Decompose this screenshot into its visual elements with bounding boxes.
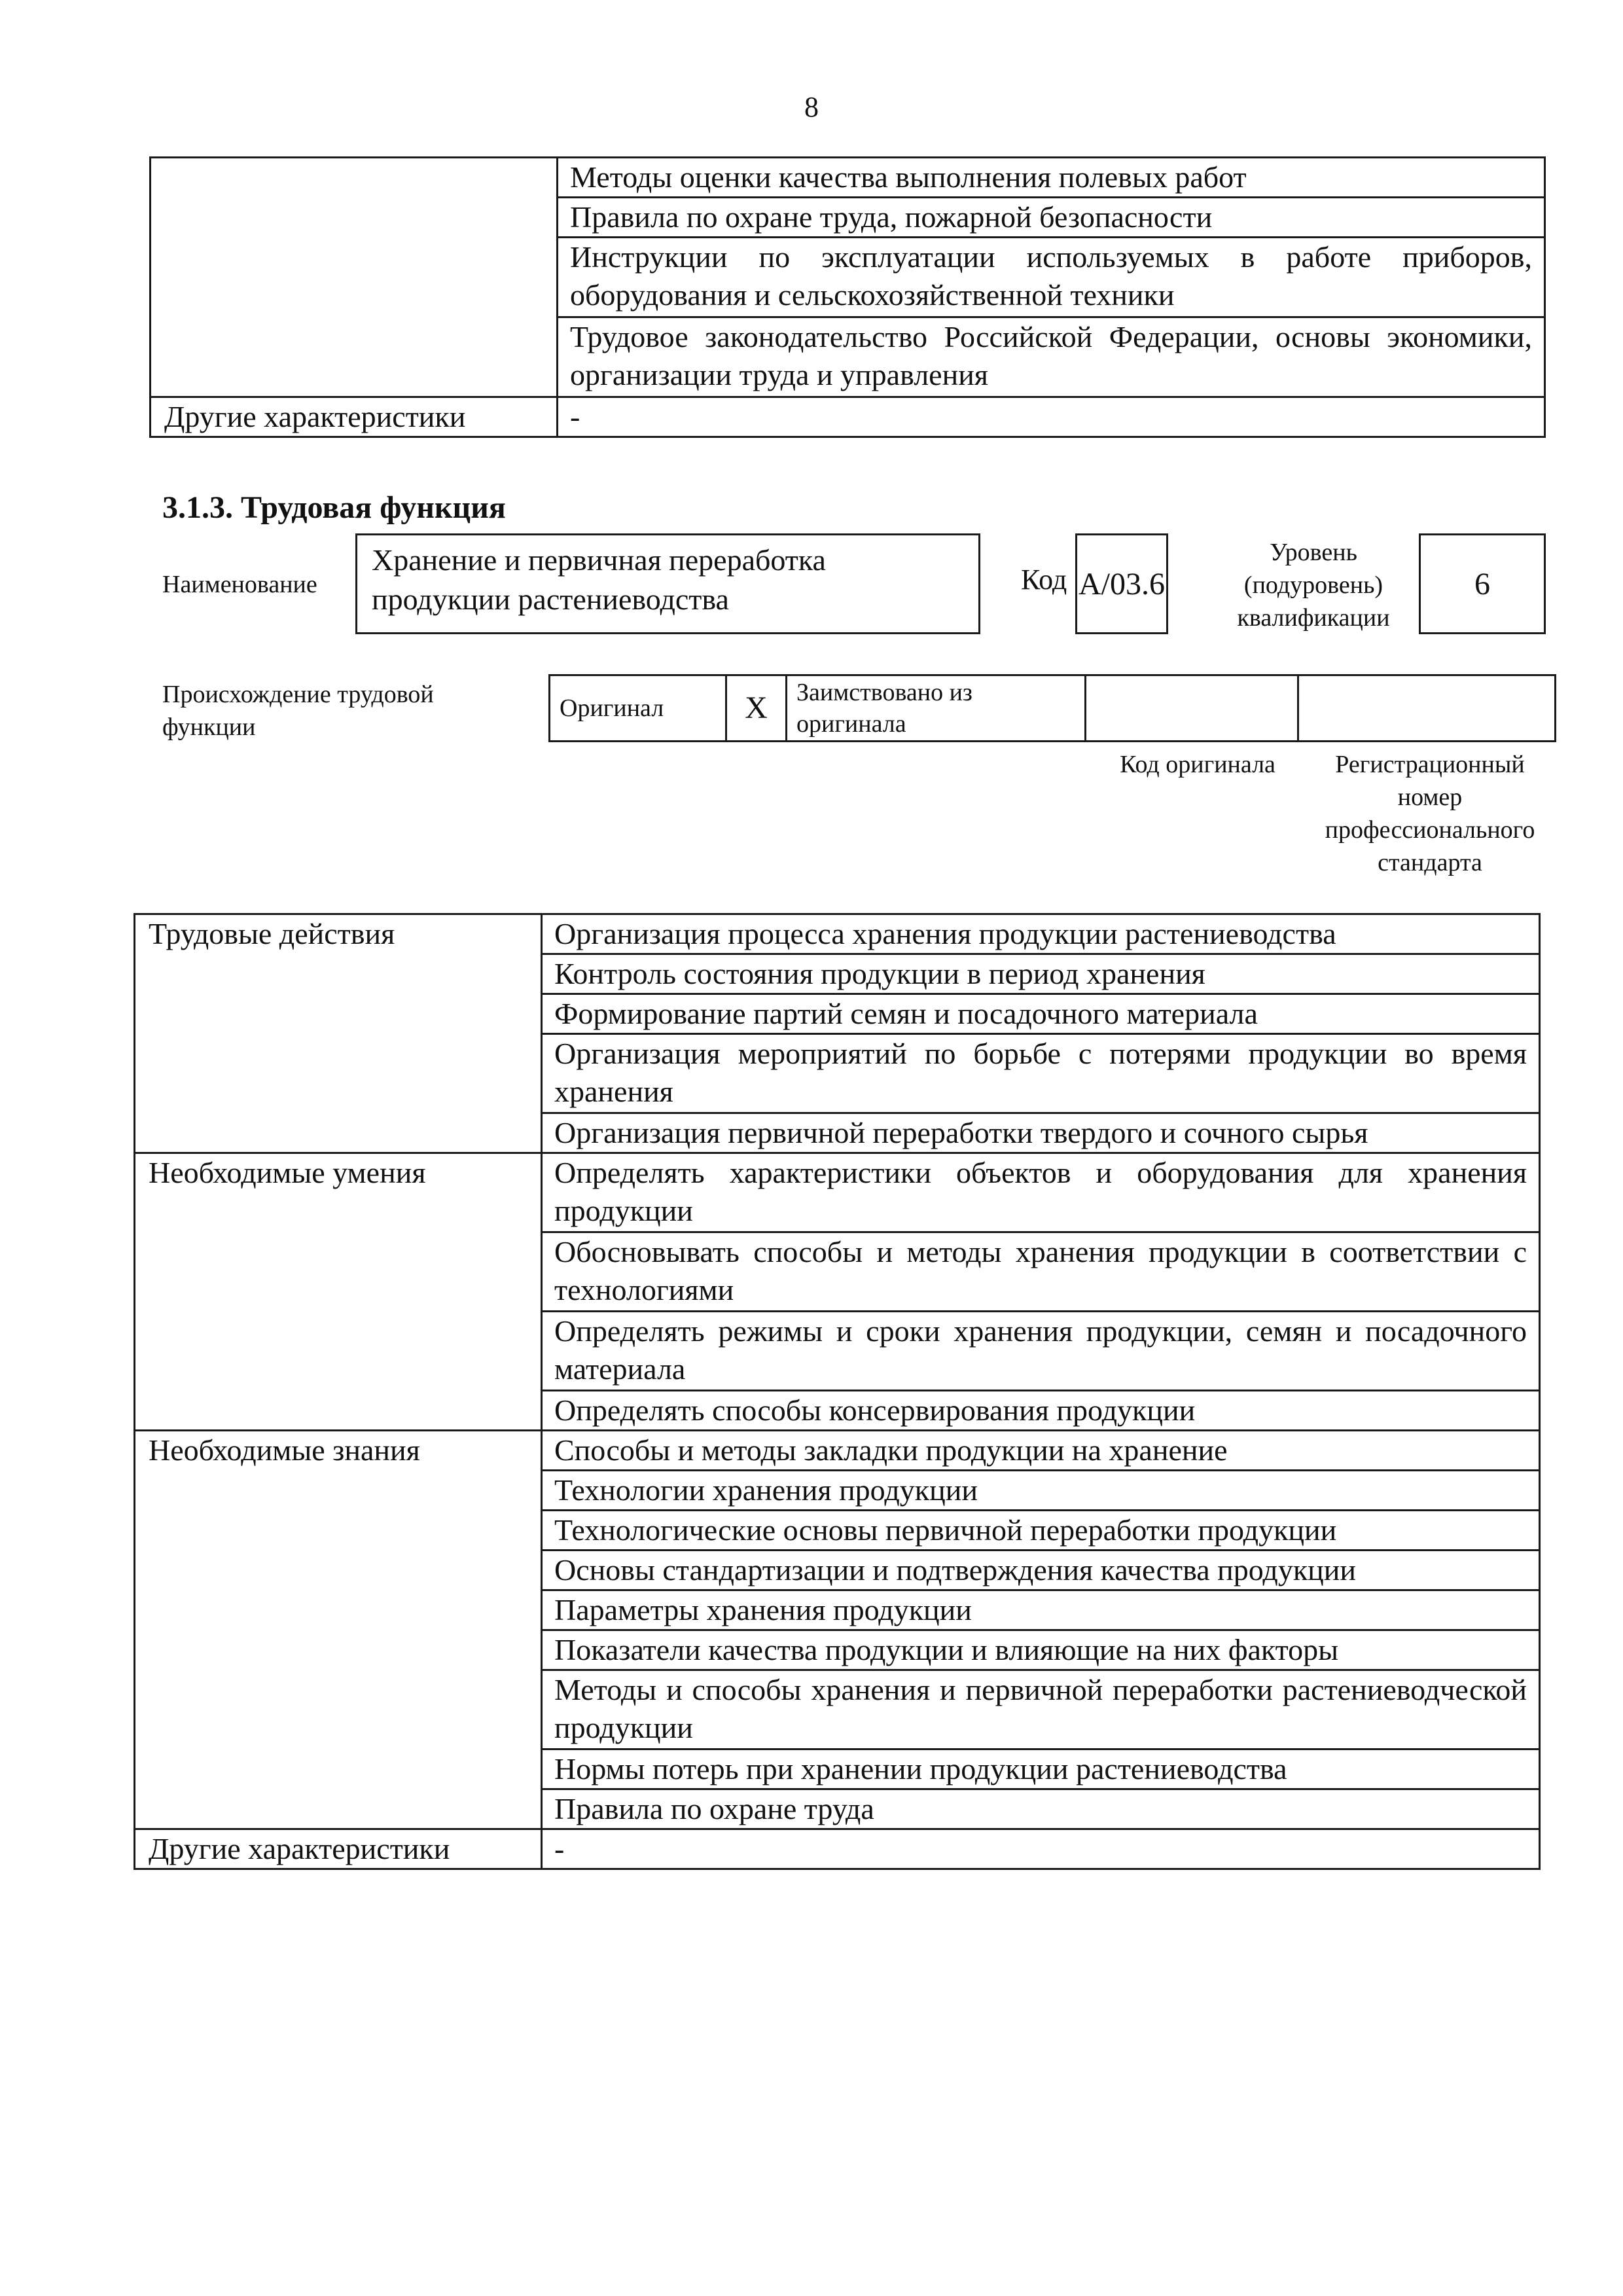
- table-row: Методы оценки качества выполнения полевых работ: [558, 158, 1545, 198]
- table-row: Параметры хранения продукции: [542, 1590, 1540, 1630]
- table-row: Показатели качества продукции и влияющие на них факторы: [542, 1630, 1540, 1670]
- reg-number-caption: Регистрационный номер профессионального стандарта: [1325, 751, 1535, 876]
- borrowed-label: Заимствовано из оригинала: [787, 675, 1086, 742]
- section-heading: 3.1.3. Трудовая функция: [162, 490, 506, 525]
- empty-label-cell: [151, 158, 558, 397]
- table-row: Организация первичной переработки твердого и сочного сырья: [542, 1113, 1540, 1153]
- table-row: Правила по охране труда, пожарной безопасности: [558, 198, 1545, 238]
- origin-label: Происхождение трудовой функции: [162, 681, 434, 741]
- table-row: Контроль состояния продукции в период хранения: [542, 954, 1540, 994]
- table-row: Технологии хранения продукции: [542, 1471, 1540, 1511]
- code-value-box: А/03.6: [1075, 533, 1168, 634]
- page-number: 8: [804, 91, 819, 123]
- table-row: Обосновывать способы и методы хранения продукции в соответствии с технологиями: [542, 1232, 1540, 1312]
- code-label: Код: [1021, 564, 1067, 596]
- origin-table: [548, 674, 1556, 742]
- table-row: Нормы потерь при хранении продукции растениеводства: [542, 1749, 1540, 1789]
- original-mark: X: [726, 675, 787, 742]
- table-row: Инструкции по эксплуатации используемых в работе приборов, оборудования и сельскохозяйственной техники: [558, 238, 1545, 317]
- table-row: Методы и способы хранения и первичной переработки растениеводческой продукции: [542, 1670, 1540, 1749]
- name-label: Наименование: [162, 571, 317, 598]
- function-name-box: Хранение и первичная переработка продукции растениеводства: [355, 533, 980, 634]
- level-value-box: 6: [1419, 533, 1546, 634]
- knowledge-continuation-table: [149, 156, 1546, 438]
- table-row: Способы и методы закладки продукции на хранение: [542, 1431, 1540, 1471]
- other-characteristics-value: -: [558, 397, 1545, 437]
- table-row: Формирование партий семян и посадочного материала: [542, 994, 1540, 1034]
- knowledge-label: Необходимые знания: [135, 1431, 542, 1829]
- level-label: Уровень (подуровень) квалификации: [1237, 539, 1390, 632]
- other-characteristics-label: Другие характеристики: [151, 397, 558, 437]
- table-row: Правила по охране труда: [542, 1789, 1540, 1829]
- table-row: Определять способы консервирования продукции: [542, 1391, 1540, 1431]
- other-characteristics-label: Другие характеристики: [135, 1829, 542, 1869]
- table-row: Основы стандартизации и подтверждения качества продукции: [542, 1551, 1540, 1590]
- table-row: Трудовое законодательство Российской Федерации, основы экономики, организации труда и управления: [558, 317, 1545, 397]
- table-row: Организация мероприятий по борьбе с потерями продукции во время хранения: [542, 1034, 1540, 1113]
- skills-label: Необходимые умения: [135, 1153, 542, 1431]
- code-original-caption: Код оригинала: [1120, 751, 1275, 778]
- function-details-table: [134, 913, 1541, 1870]
- table-row: Технологические основы первичной переработки продукции: [542, 1511, 1540, 1551]
- table-row: Определять характеристики объектов и оборудования для хранения продукции: [542, 1153, 1540, 1232]
- table-row: Определять режимы и сроки хранения продукции, семян и посадочного материала: [542, 1312, 1540, 1391]
- other-characteristics-value: -: [542, 1829, 1540, 1869]
- table-row: Организация процесса хранения продукции растениеводства: [542, 914, 1540, 954]
- labor-actions-label: Трудовые действия: [135, 914, 542, 1153]
- original-label: Оригинал: [550, 675, 726, 742]
- original-code-cell: [1086, 675, 1298, 742]
- reg-number-cell: [1298, 675, 1556, 742]
